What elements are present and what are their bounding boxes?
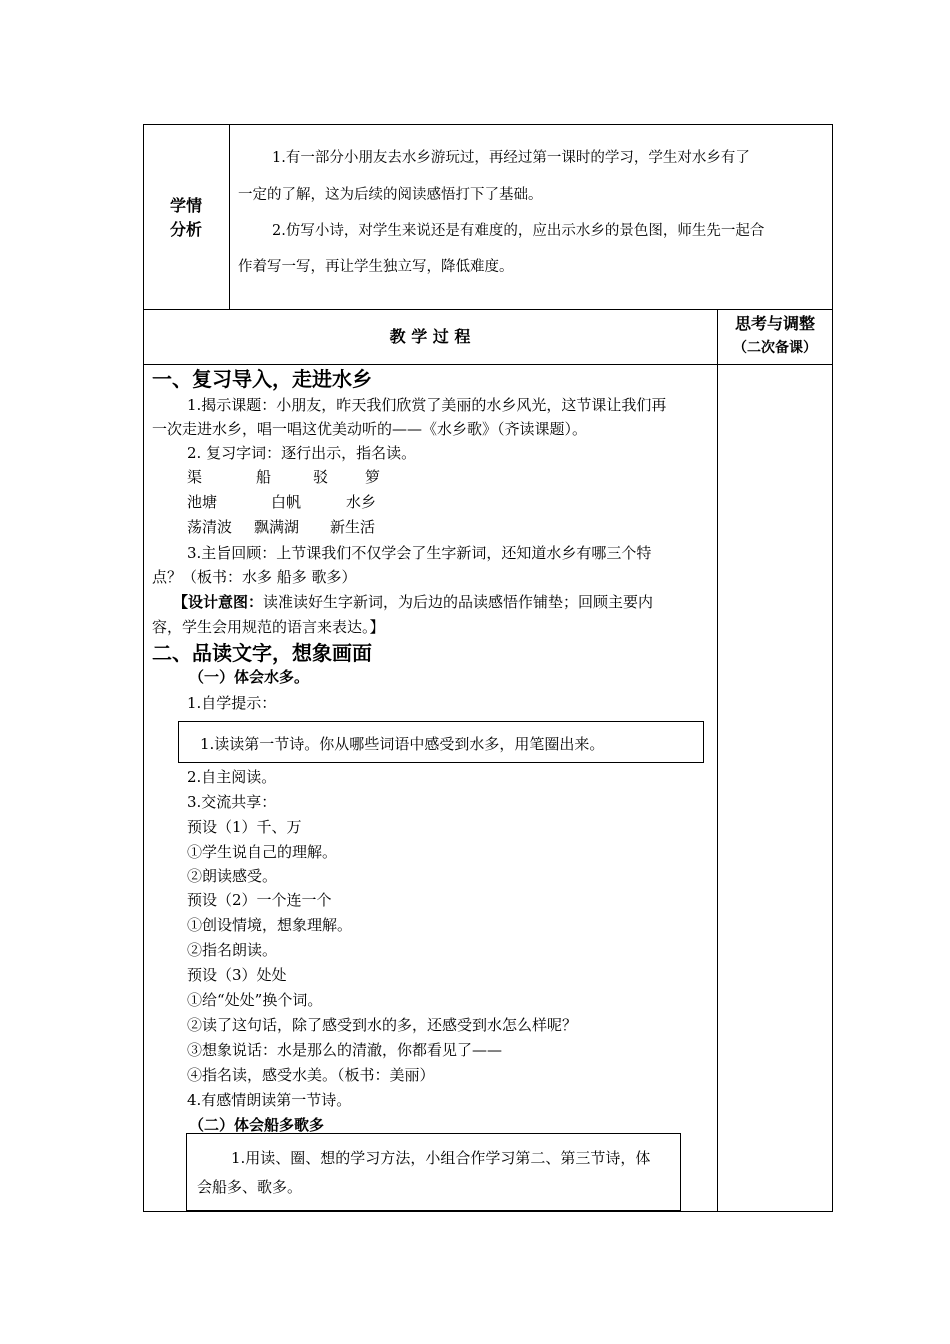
row-divider-1 [143, 309, 833, 310]
analysis-label-line1: 学情 [169, 196, 202, 215]
preset-1: 预设（1）千、万 [187, 818, 302, 836]
analysis-p1-line2: 一定的了解，这为后续的阅读感悟打下了基础。 [238, 187, 543, 203]
analysis-p2-line2: 作着写一写，再让学生独立写，降低难度。 [238, 259, 514, 275]
preset-3-b: ②读了这句话，除了感受到水的多，还感受到水怎么样呢？ [187, 1016, 578, 1034]
preset-2-b: ②指名朗读。 [187, 941, 278, 959]
word-baifan: 白帆 [271, 493, 302, 511]
word-xinshenghuo: 新生活 [330, 518, 376, 536]
preset-3-c: ③想象说话：水是那么的清澈，你都看见了—— [187, 1041, 503, 1059]
share-exchange: 3.交流共享： [187, 793, 277, 811]
word-chuan: 船 [256, 468, 272, 486]
section1-step2: 2. 复习字词：逐行出示，指名读。 [187, 444, 417, 462]
section1-step3-line1: 3.主旨回顾：上节课我们不仅学会了生字新词，还知道水乡有哪三个特 [187, 544, 652, 562]
side-column-divider [717, 309, 718, 1212]
process-title: 教 学 过 程 [389, 327, 471, 346]
preset-3-a: ①给“处处”换个词。 [187, 991, 323, 1009]
word-chitang: 池塘 [187, 493, 218, 511]
design-intent-label: 【设计意图： [173, 593, 264, 611]
analysis-label-line2: 分析 [169, 220, 202, 239]
word-luo: 箩 [365, 468, 381, 486]
analysis-p1-line1: 1.有一部分小朋友去水乡游玩过，再经过第一课时的学习，学生对水乡有了 [272, 150, 750, 166]
side-subtitle: （二次备课） [733, 340, 817, 356]
design-intent-line2: 容，学生会用规范的语言来表达。】 [152, 618, 385, 636]
side-title: 思考与调整 [734, 314, 815, 333]
section1-step3-line2: 点？（板书：水多 船多 歌多） [152, 568, 357, 586]
analysis-p2-line1: 2.仿写小诗，对学生来说还是有难度的，应出示水乡的景色图，师生先一起合 [272, 223, 765, 239]
self-study-hint: 1.自学提示： [187, 694, 277, 712]
word-bo: 驳 [313, 468, 329, 486]
word-shuixiang: 水乡 [346, 493, 377, 511]
section1-step1-line2: 一次走进水乡，唱一唱这优美动听的——《水乡歌》（齐读课题）。 [152, 420, 588, 438]
preset-3-d: ④指名读，感受水美。（板书：美丽） [187, 1066, 435, 1084]
preset-2-a: ①创设情境，想象理解。 [187, 916, 353, 934]
section2-sub2: （二）体会船多歌多 [189, 1116, 325, 1134]
design-intent-text: 读准读好生字新词，为后边的品读感悟作铺垫；回顾主要内 [263, 593, 654, 611]
table-border-left [143, 124, 144, 1212]
hint-box-1-text: 1.读读第一节诗。你从哪些词语中感受到水多，用笔圈出来。 [200, 735, 605, 753]
word-dangqingbo: 荡清波 [187, 518, 233, 536]
section1-heading: 一、复习导入，走进水乡 [152, 367, 372, 391]
table-border-right [832, 124, 833, 1212]
preset-1-b: ②朗读感受。 [187, 867, 278, 885]
hint-box-2-line2: 会船多、歌多。 [197, 1178, 303, 1196]
word-piaomanhu: 飘满湖 [254, 518, 300, 536]
preset-2: 预设（2）一个连一个 [187, 891, 332, 909]
table-border-bottom [143, 1211, 833, 1212]
design-intent-line1 [173, 592, 653, 612]
section1-step1-line1: 1.揭示课题：小朋友，昨天我们欣赏了美丽的水乡风光，这节课让我们再 [187, 396, 667, 414]
read-self: 2.自主阅读。 [187, 768, 277, 786]
row-divider-2 [143, 364, 833, 365]
hint-box-2 [186, 1133, 681, 1211]
analysis-divider [229, 124, 230, 310]
preset-1-a: ①学生说自己的理解。 [187, 843, 338, 861]
section2-heading: 二、品读文字，想象画面 [152, 641, 372, 665]
read-with-emotion: 4.有感情朗读第一节诗。 [187, 1091, 352, 1109]
section2-sub1: （一）体会水多。 [189, 668, 310, 686]
preset-3: 预设（3）处处 [187, 966, 287, 984]
table-border-top [143, 124, 833, 125]
word-qu: 渠 [187, 468, 203, 486]
hint-box-2-line1: 1.用读、圈、想的学习方法，小组合作学习第二、第三节诗，体 [231, 1149, 651, 1167]
